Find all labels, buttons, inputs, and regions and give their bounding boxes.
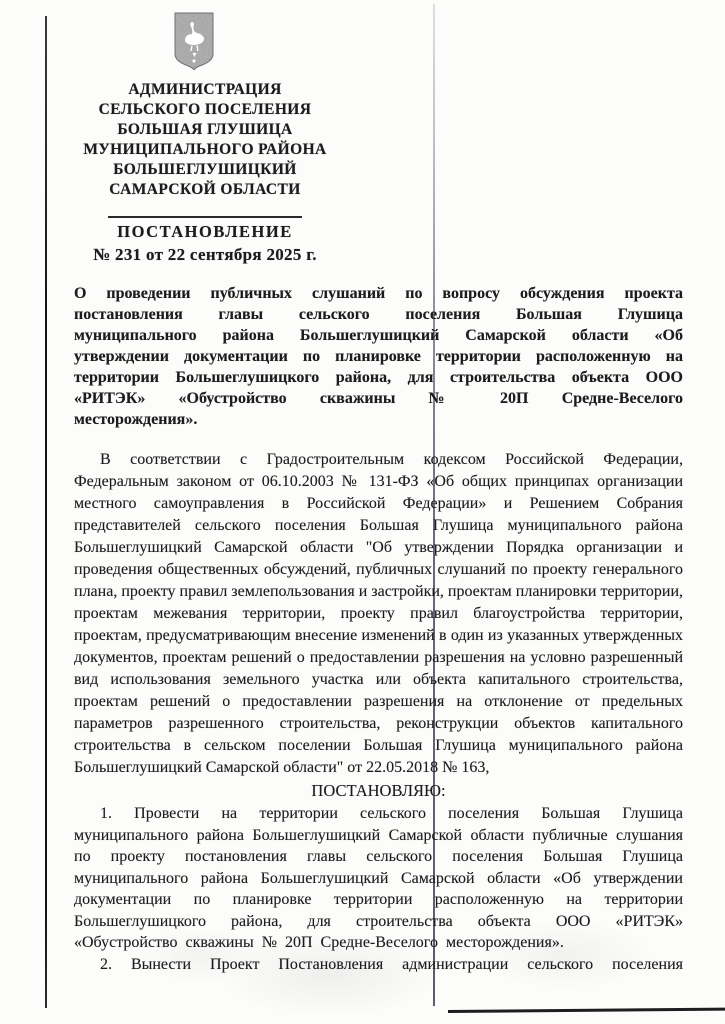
header-divider-line — [108, 216, 302, 218]
resolution-item-1: 1. Провести на территории сельского поселения Большая Глушица муниципального района Большеглушицкий Самарской области публичные слушания по проекту постановления главы сельского поселения Большая Глушица муниципального района Большеглушицкий Самарской области «Об утверждении документации по планировке территории расположенную на территории Большеглушицкого района, для строительства объекта ООО «РИТЭК» «Обустройство скважины № 20П Средне-Веселого месторождения». — [74, 805, 683, 951]
scan-bottom-line — [448, 1008, 725, 1013]
resolve-word: ПОСТАНОВЛЯЮ: — [311, 781, 446, 800]
document-number-date: № 231 от 22 сентября 2025 г. — [93, 245, 317, 264]
org-name-line-3: БОЛЬШАЯ ГЛУШИЦА — [117, 121, 293, 138]
goose-coat-of-arms-icon — [172, 12, 216, 70]
coat-of-arms — [172, 12, 216, 70]
org-name-line-4: МУНИЦИПАЛЬНОГО РАЙОНА — [83, 141, 327, 158]
org-name-line-5: БОЛЬШЕГЛУШИЦКИЙ — [113, 161, 297, 178]
document-header — [55, 80, 355, 266]
org-name-line-2: СЕЛЬСКОГО ПОСЕЛЕНИЯ — [98, 101, 312, 118]
subject-paragraph: О проведении публичных слушаний по вопросу обсуждения проекта постановления главы сельского поселения Большая Глушица муниципального района Большеглушицкий Самарской области «Об утверждении документации по планировке территории расположенную на территории Большеглушицкого района, для строительства объекта ООО «РИТЭК» «Обустройство скважины № 20П Средне-Веселого месторождения». — [74, 285, 683, 428]
org-name-line-6: САМАРСКОЙ ОБЛАСТИ — [109, 181, 301, 198]
resolution-item-2: 2. Вынести Проект Постановления администрации сельского поселения — [100, 955, 683, 973]
scan-left-border-line — [45, 16, 47, 1008]
document-body — [74, 283, 683, 975]
preamble-paragraph: В соответствии с Градостроительным кодексом Российской Федерации, Федеральным законом от 06.10.2003 № 131-ФЗ «Об общих принципах организации местного самоуправления в Российской Федерации» и Решением Собрания представителей сельского поселения Большая Глушица муниципального района Большеглушицкий Самарской области "Об утверждении Порядка организации и проведения общественных обсуждений, публичных слушаний по проекту генерального плана, проекту правил землепользования и застройки, проектам планировки территории, проектам межевания территории, проекту правил благоустройства территории, проектам, предусматривающим внесение изменений в один из указанных утвержденных документов, проектам решений о предоставлении разрешения на условно разрешенный вид использования земельного участка или объекта капитального строительства, проектам решений о предоставлении разрешения на отклонение от предельных параметров разрешенного строительства, реконструкции объектов капитального строительства в сельском поселении Большая Глушица муниципального района Большеглушицкий Самарской области" от 22.05.2018 № 163, — [74, 451, 683, 776]
org-name-line-1: АДМИНИСТРАЦИЯ — [128, 81, 282, 98]
document-type-title: ПОСТАНОВЛЕНИЕ — [117, 222, 293, 241]
